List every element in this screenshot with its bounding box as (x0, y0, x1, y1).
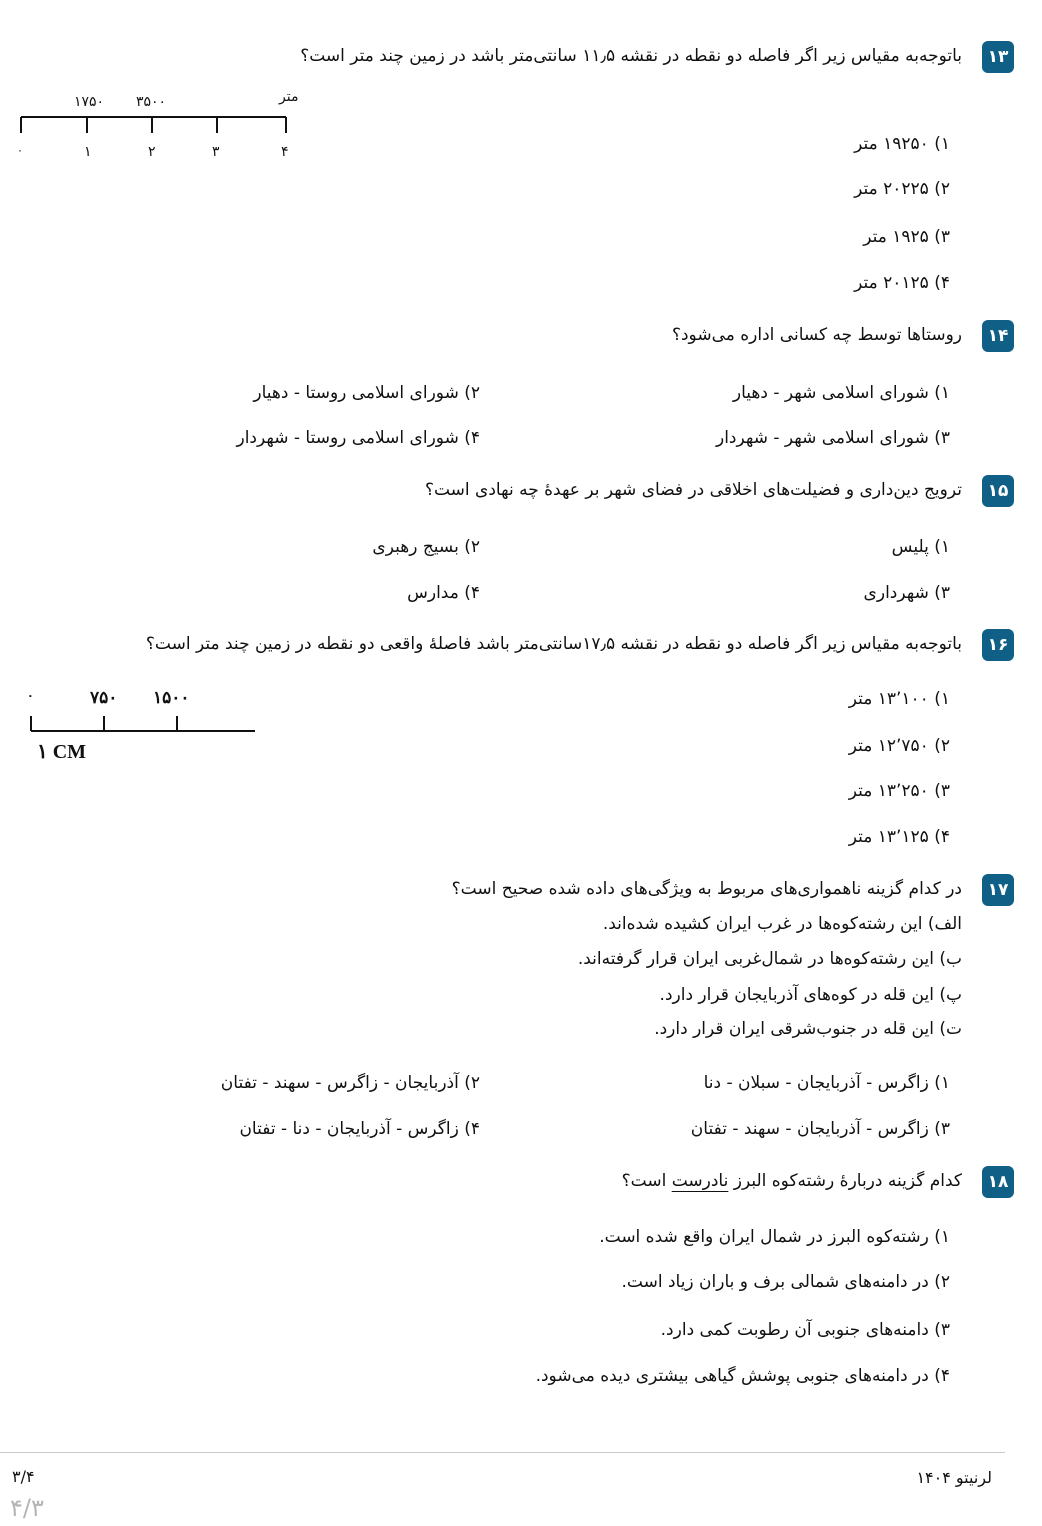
answer-option[interactable]: ۴) شورای اسلامی روستا - شهردار (236, 428, 480, 448)
question-text: روستاها توسط چه کسانی اداره می‌شود؟ (671, 325, 962, 345)
scale-bottom-label: ۱ (84, 144, 92, 160)
question-text-part: کدام گزینه دربارهٔ رشته‌کوه البرز (728, 1171, 962, 1191)
map-scale-bar (0, 700, 270, 740)
scale-bottom-label: ۴ (281, 144, 289, 160)
scale-unit: متر (279, 89, 299, 105)
question-text-part: است؟ (621, 1171, 672, 1191)
answer-option[interactable]: ۴) زاگرس - آذربایجان - دنا - تفتان (239, 1119, 480, 1139)
scale-top-label: ۳۵۰۰ (136, 94, 167, 110)
statement: ب) این رشته‌کوه‌ها در شمال‌غربی ایران قرار گرفته‌اند. (577, 949, 962, 969)
answer-option[interactable]: ۲) ۲۰۲۲۵ متر (854, 179, 950, 199)
answer-option[interactable]: ۱) ۱۳٬۱۰۰ متر (848, 689, 950, 709)
page-number: ۳/۴ (12, 1467, 35, 1486)
footer-brand: لرنیتو ۱۴۰۴ (916, 1468, 992, 1487)
answer-option[interactable]: ۲) ۱۲٬۷۵۰ متر (848, 736, 950, 756)
answer-option[interactable]: ۳) شورای اسلامی شهر - شهردار (715, 428, 950, 448)
question-number-badge: ۱۷ (982, 874, 1014, 906)
question-number-badge: ۱۸ (982, 1166, 1014, 1198)
answer-option[interactable]: ۱) شورای اسلامی شهر - دهیار (732, 383, 950, 403)
answer-option[interactable]: ۴) مدارس (407, 583, 480, 603)
answer-option[interactable]: ۳) شهرداری (863, 583, 950, 603)
scale-bottom-label: ۰ (17, 144, 23, 157)
answer-option[interactable]: ۱) ۱۹۲۵۰ متر (854, 134, 950, 154)
answer-option[interactable]: ۳) زاگرس - آذربایجان - سهند - تفتان (690, 1119, 950, 1139)
answer-option[interactable]: ۳) دامنه‌های جنوبی آن رطوبت کمی دارد. (660, 1320, 950, 1340)
question-number-badge: ۱۳ (982, 41, 1014, 73)
scale-bottom-label: ۲ (148, 144, 156, 160)
page-number-faint: ۴/۳ (10, 1494, 44, 1522)
answer-option[interactable]: ۲) شورای اسلامی روستا - دهیار (253, 383, 480, 403)
answer-option[interactable]: ۱) رشته‌کوه البرز در شمال ایران واقع شده است. (599, 1227, 950, 1247)
scale-top-label: ۱۷۵۰ (74, 94, 105, 110)
question-text: در کدام گزینه ناهمواری‌های مربوط به ویژگی‌های داده شده صحیح است؟ (451, 879, 962, 899)
question-text (622, 1171, 962, 1191)
answer-option[interactable]: ۴) ۱۳٬۱۲۵ متر (848, 827, 950, 847)
question-text: باتوجه‌به مقیاس زیر اگر فاصله دو نقطه در نقشه ۱۱٫۵ سانتی‌متر باشد در زمین چند متر است؟ (300, 46, 962, 66)
answer-option[interactable]: ۲) آذربایجان - زاگرس - سهند - تفتان (220, 1073, 480, 1093)
scale-top-label: ۷۵۰ (90, 688, 118, 708)
question-number-badge: ۱۵ (982, 475, 1014, 507)
question-number-badge: ۱۶ (982, 629, 1014, 661)
statement: الف) این رشته‌کوه‌ها در غرب ایران کشیده شده‌اند. (602, 914, 962, 934)
statement: ت) این قله در جنوب‌شرقی ایران قرار دارد. (654, 1019, 962, 1039)
question-number-badge: ۱۴ (982, 320, 1014, 352)
answer-option[interactable]: ۳) ۱۳٬۲۵۰ متر (848, 781, 950, 801)
answer-option[interactable]: ۴) ۲۰۱۲۵ متر (854, 273, 950, 293)
scale-bottom-label: ۳ (212, 144, 220, 160)
emphasized-word: نادرست (671, 1171, 729, 1191)
scale-bar-graphic (0, 700, 270, 740)
scale-unit-label: ۱ CM (37, 741, 87, 763)
answer-option[interactable]: ۲) بسیج رهبری (372, 537, 480, 557)
answer-option[interactable]: ۱) پلیس (891, 537, 950, 557)
answer-option[interactable]: ۱) زاگرس - آذربایجان - سبلان - دنا (703, 1073, 950, 1093)
scale-top-label: ۱۵۰۰ (153, 688, 190, 708)
question-text: ترویج دین‌داری و فضیلت‌های اخلاقی در فضای شهر بر عهدهٔ چه نهادی است؟ (424, 480, 962, 500)
scale-zero-label: ۰ (27, 689, 34, 702)
footer-divider (0, 1452, 1005, 1453)
question-text: باتوجه‌به مقیاس زیر اگر فاصله دو نقطه در نقشه ۱۷٫۵سانتی‌متر باشد فاصلهٔ واقعی دو نقطه در زمین چند متر است؟ (145, 634, 962, 654)
answer-option[interactable]: ۲) در دامنه‌های شمالی برف و باران زیاد است. (621, 1272, 950, 1292)
statement: پ) این قله در کوه‌های آذربایجان قرار دارد. (659, 985, 962, 1005)
answer-option[interactable]: ۳) ۱۹۲۵ متر (863, 227, 950, 247)
answer-option[interactable]: ۴) در دامنه‌های جنوبی پوشش گیاهی بیشتری دیده می‌شود. (535, 1366, 950, 1386)
